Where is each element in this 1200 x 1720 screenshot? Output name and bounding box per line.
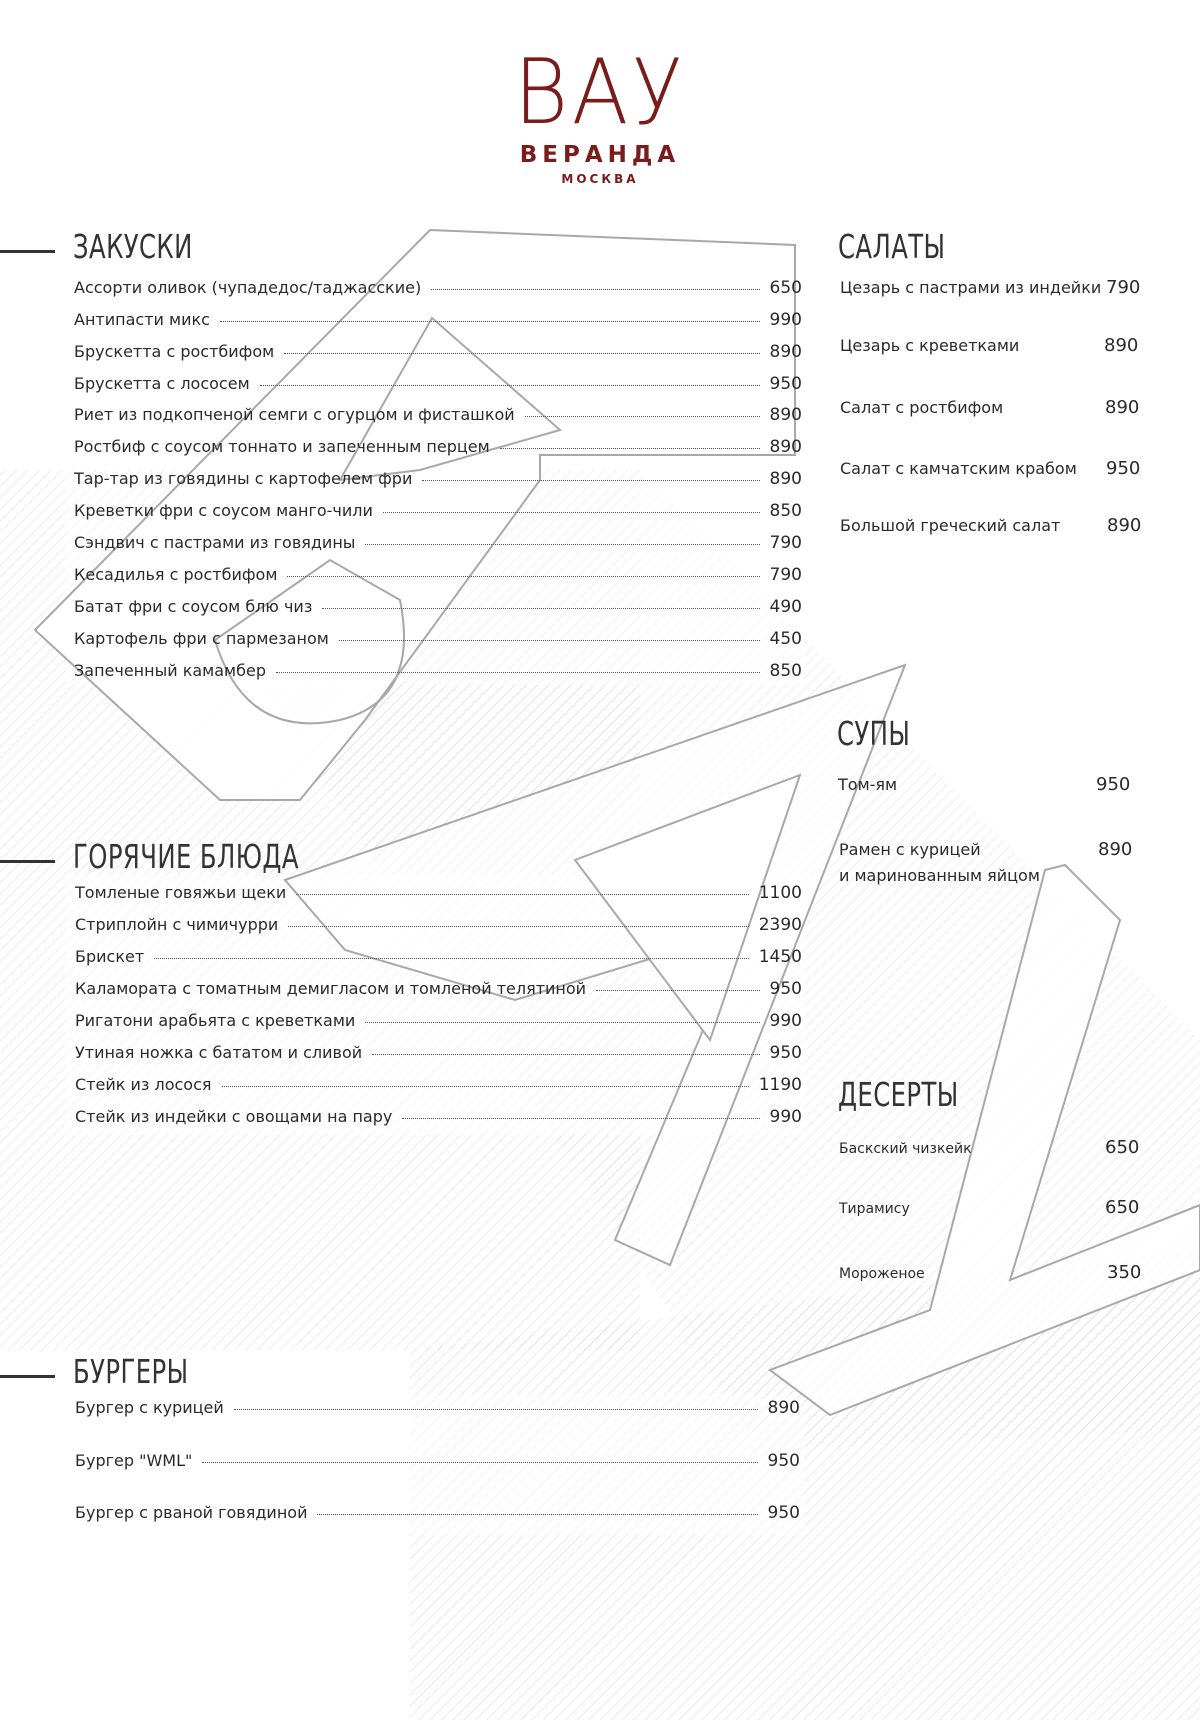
menu-item-price: 990 <box>769 310 802 330</box>
menu-item <box>75 1398 800 1422</box>
menu-item-name: Бургер с курицей <box>75 1398 224 1417</box>
menu-item-name: Кесадилья с ростбифом <box>74 565 278 584</box>
menu-item-name: Томленые говяжьи щеки <box>75 883 287 902</box>
section-title-salaty: САЛАТЫ <box>838 227 946 266</box>
menu-item <box>74 310 802 334</box>
dot-leader <box>365 1022 759 1023</box>
menu-item-name: Брускетта с лососем <box>74 374 250 393</box>
menu-item <box>74 437 802 461</box>
menu-item-name: Цезарь с пастрами из индейки <box>840 278 1102 297</box>
menu-item <box>75 915 802 939</box>
menu-item-price: 990 <box>769 1011 802 1031</box>
menu-item <box>74 629 802 653</box>
menu-item-price: 890 <box>769 469 802 489</box>
menu-item-price: 350 <box>1107 1262 1142 1283</box>
menu-item-name: Сэндвич с пастрами из говядины <box>74 533 356 552</box>
menu-item-price: 490 <box>769 597 802 617</box>
section-title-goryachie: ГОРЯЧИЕ БЛЮДА <box>73 837 299 876</box>
dot-leader <box>431 289 759 290</box>
dot-leader <box>296 894 748 895</box>
menu-item-price: 890 <box>769 405 802 425</box>
menu-item <box>74 597 802 621</box>
menu-item-name: Стейк из индейки с овощами на пару <box>75 1107 393 1126</box>
menu-item-name: Батат фри с соусом блю чиз <box>74 597 313 616</box>
menu-item-name: Запеченный камамбер <box>74 661 266 680</box>
menu-item-name: Тирамису <box>839 1201 910 1217</box>
menu-item-price: 950 <box>769 979 802 999</box>
menu-item-price: 1450 <box>758 947 802 967</box>
dot-leader <box>220 321 760 322</box>
menu-item-price: 1190 <box>758 1075 802 1095</box>
menu-item-price: 890 <box>767 1398 800 1418</box>
menu-item-price: 1100 <box>758 883 802 903</box>
menu-item <box>74 278 802 302</box>
section-marker-burgery <box>0 1375 55 1378</box>
menu-item-name: Бургер "WML" <box>75 1451 193 1470</box>
menu-item-price: 990 <box>769 1107 802 1127</box>
menu-item-price: 2390 <box>758 915 802 935</box>
dot-leader <box>383 512 760 513</box>
menu-item-name: Большой греческий салат <box>840 516 1061 535</box>
menu-item-price: 950 <box>769 1043 802 1063</box>
menu-item-name: Цезарь с креветками <box>840 336 1020 355</box>
menu-item <box>75 883 802 907</box>
menu-item-price: 890 <box>1105 397 1140 418</box>
menu-item <box>75 1011 802 1035</box>
menu-item <box>74 533 802 557</box>
brand-subtitle: ВЕРАНДА <box>519 142 681 168</box>
menu-item <box>74 501 802 525</box>
menu-item-price: 450 <box>769 629 802 649</box>
section-title-burgery: БУРГЕРЫ <box>73 1352 189 1391</box>
menu-item-name: Ассорти оливок (чупадедос/таджасские) <box>74 278 422 297</box>
dot-leader <box>596 990 759 991</box>
menu-item <box>74 565 802 589</box>
menu-item-name: Брискет <box>75 947 145 966</box>
menu-item <box>75 1043 802 1067</box>
brand-name: ВАУ <box>513 40 687 145</box>
menu-item-price: 890 <box>1104 335 1139 356</box>
menu-item-price: 950 <box>769 374 802 394</box>
menu-item-price: 890 <box>1107 515 1142 536</box>
menu-item-name: Антипасти микс <box>74 310 210 329</box>
section-title-supy: СУПЫ <box>837 714 911 753</box>
brand-logo <box>0 40 1200 186</box>
menu-item-name: Стриплойн с чимичурри <box>75 915 279 934</box>
menu-item-name-line2: и маринованным яйцом <box>839 866 1040 885</box>
dot-leader <box>317 1514 757 1515</box>
menu-item-price: 790 <box>769 533 802 553</box>
dot-leader <box>365 544 759 545</box>
menu-item <box>75 979 802 1003</box>
menu-item <box>75 1503 800 1527</box>
menu-item-name: Рамен с курицей <box>839 840 981 859</box>
menu-item <box>74 661 802 685</box>
menu-item-name: Бургер с рваной говядиной <box>75 1503 308 1522</box>
dot-leader <box>287 576 759 577</box>
menu-item-name: Тар-тар из говядины с картофелем фри <box>74 469 413 488</box>
menu-item-price: 850 <box>769 661 802 681</box>
menu-item-name: Салат с ростбифом <box>840 398 1004 417</box>
section-marker-zakuski <box>0 250 55 253</box>
dot-leader <box>288 926 748 927</box>
menu-item-price: 890 <box>769 342 802 362</box>
menu-item-name: Том-ям <box>838 775 898 794</box>
section-marker-goryachie <box>0 860 55 863</box>
menu-item-name: Риет из подкопченой семги с огурцом и фисташкой <box>74 405 515 424</box>
menu-item-name: Баскский чизкейк <box>839 1141 972 1157</box>
menu-item-name: Мороженое <box>839 1266 925 1282</box>
dot-leader <box>372 1054 759 1055</box>
menu-item-name: Картофель фри с пармезаном <box>74 629 329 648</box>
brand-city: МОСКВА <box>561 172 639 186</box>
section-title-zakuski: ЗАКУСКИ <box>73 227 193 266</box>
menu-item-name: Ригатони арабьята с креветками <box>75 1011 356 1030</box>
menu-item <box>74 374 802 398</box>
menu-item-name: Каламората с томатным демигласом и томленой телятиной <box>75 979 587 998</box>
menu-item-price: 890 <box>1098 839 1133 860</box>
dot-leader <box>222 1086 749 1087</box>
menu-item-price: 850 <box>769 501 802 521</box>
menu-item-name: Стейк из лосося <box>75 1075 212 1094</box>
menu-item-name: Утиная ножка с бататом и сливой <box>75 1043 363 1062</box>
menu-item <box>75 1107 802 1131</box>
menu-item <box>74 405 802 429</box>
menu-item-price: 950 <box>1096 774 1131 795</box>
dot-leader <box>339 640 760 641</box>
menu-item <box>75 947 802 971</box>
menu-item-price: 950 <box>767 1451 800 1471</box>
menu-item-name: Салат с камчатским крабом <box>840 459 1077 478</box>
menu-item-name: Брускетта с ростбифом <box>74 342 275 361</box>
menu-item-name: Креветки фри с соусом манго-чили <box>74 501 373 520</box>
dot-leader <box>154 958 749 959</box>
menu-item <box>74 469 802 493</box>
dot-leader <box>276 672 760 673</box>
dot-leader <box>234 1409 758 1410</box>
menu-item <box>74 342 802 366</box>
menu-item-price: 650 <box>1105 1197 1140 1218</box>
section-title-deserty: ДЕСЕРТЫ <box>838 1075 959 1114</box>
dot-leader <box>402 1118 759 1119</box>
dot-leader <box>500 448 760 449</box>
menu-item-name: Ростбиф с соусом тоннато и запеченным перцем <box>74 437 490 456</box>
menu-item-price: 790 <box>1106 277 1141 298</box>
dot-leader <box>525 416 760 417</box>
menu-item-price: 790 <box>769 565 802 585</box>
menu-item <box>75 1075 802 1099</box>
menu-item-price: 890 <box>769 437 802 457</box>
dot-leader <box>322 608 759 609</box>
menu-item <box>75 1451 800 1475</box>
dot-leader <box>260 385 760 386</box>
dot-leader <box>422 480 759 481</box>
menu-item-price: 650 <box>1105 1137 1140 1158</box>
menu-item-price: 950 <box>767 1503 800 1523</box>
dot-leader <box>284 353 759 354</box>
menu-item-price: 650 <box>769 278 802 298</box>
dot-leader <box>202 1462 757 1463</box>
menu-item-price: 950 <box>1106 458 1141 479</box>
